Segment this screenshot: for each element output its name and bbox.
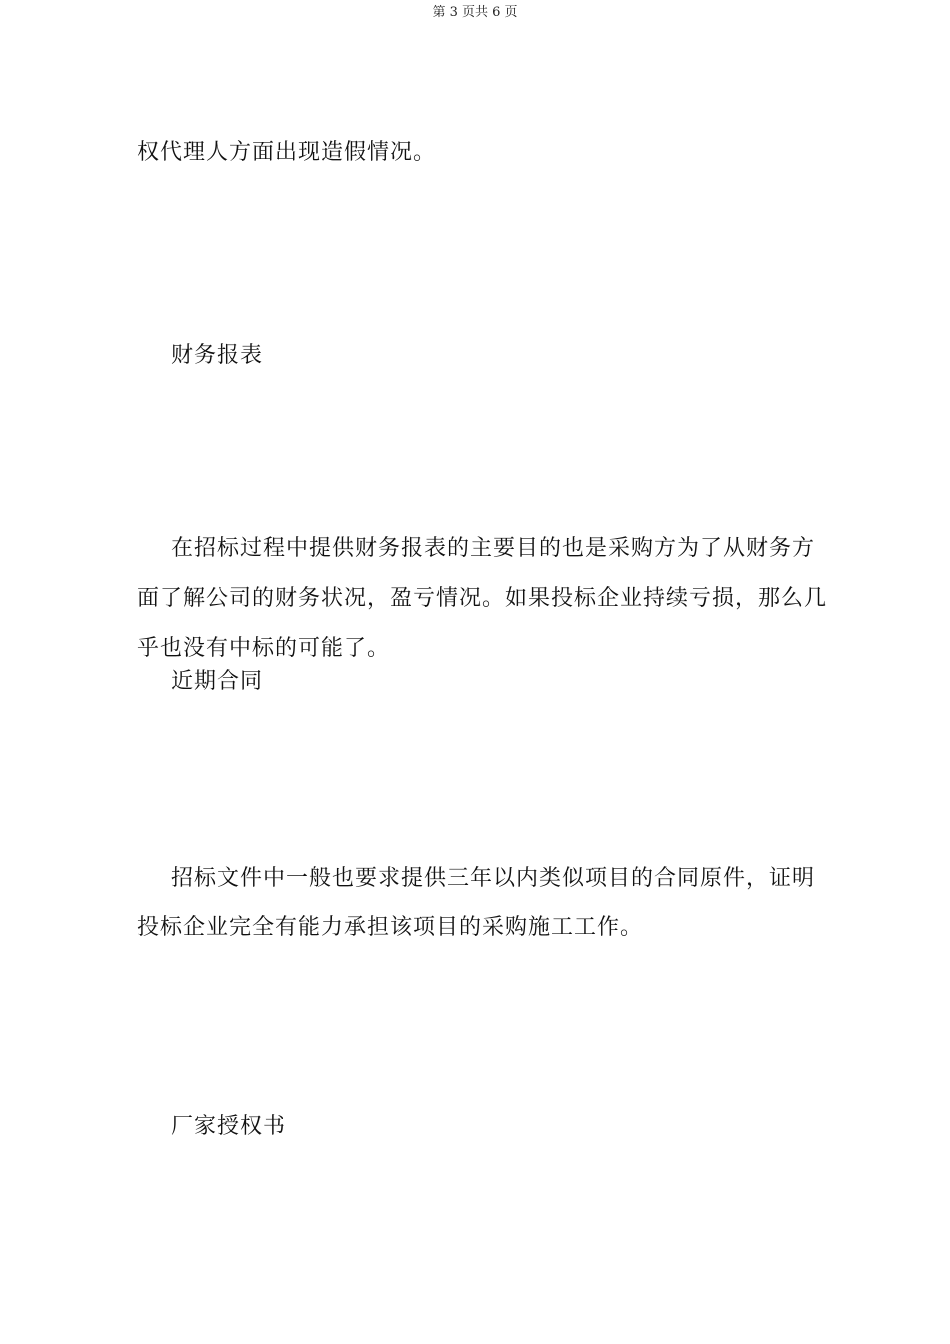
paragraph-line: 乎也没有中标的可能了。 bbox=[137, 636, 391, 661]
section-heading-recent-contracts: 近期合同 bbox=[171, 669, 264, 694]
page-number-header: 第 3 页共 6 页 bbox=[432, 5, 518, 20]
section-heading-manufacturer-authorization: 厂家授权书 bbox=[171, 1114, 287, 1139]
continuation-text: 权代理人方面出现造假情况。 bbox=[137, 140, 437, 165]
paragraph-line: 在招标过程中提供财务报表的主要目的也是采购方为了从财务方 bbox=[171, 536, 816, 561]
section-heading-financial-statements: 财务报表 bbox=[171, 343, 264, 368]
paragraph-line: 面了解公司的财务状况，盈亏情况。如果投标企业持续亏损，那么几 bbox=[137, 586, 828, 611]
paragraph-line: 招标文件中一般也要求提供三年以内类似项目的合同原件，证明 bbox=[171, 866, 816, 891]
paragraph-line: 投标企业完全有能力承担该项目的采购施工工作。 bbox=[137, 915, 644, 940]
